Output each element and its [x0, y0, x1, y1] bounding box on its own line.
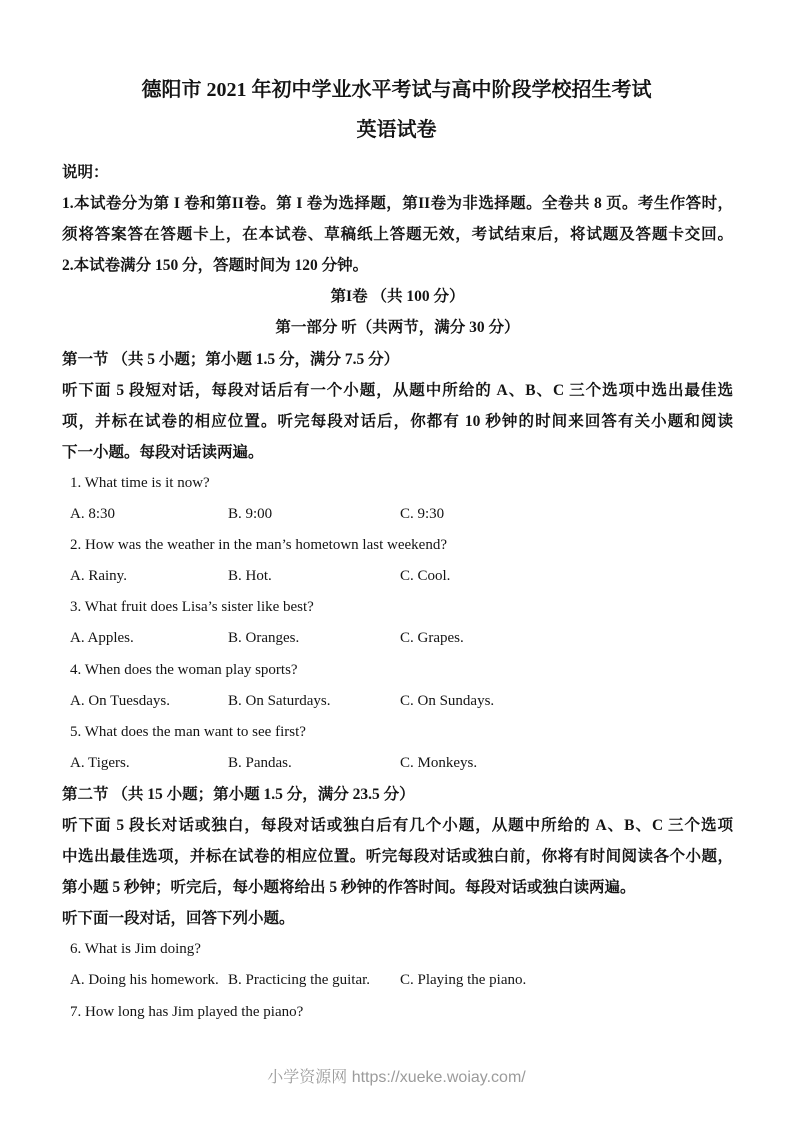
- option-c: C. 9:30: [400, 506, 445, 523]
- question-stem-1: 1. What time is it now?: [70, 474, 210, 491]
- instruction-line: 下一小题。每段对话读两遍。: [62, 443, 264, 461]
- options-row-2: [62, 561, 733, 592]
- option-a: A. 8:30: [70, 506, 115, 523]
- question-stem-6: 6. What is Jim doing?: [70, 941, 201, 958]
- option-c: C. Grapes.: [400, 630, 464, 647]
- option-b: B. Oranges.: [228, 630, 300, 647]
- option-b: B. Pandas.: [228, 754, 292, 771]
- section2-heading: 第二节 （共 15 小题；第小题 1.5 分，满分 23.5 分）: [62, 785, 415, 803]
- notice-heading: 说明：: [62, 164, 109, 181]
- option-a: A. Doing his homework.: [70, 972, 219, 989]
- notice-line: 1.本试卷分为第 I 卷和第II卷。第 I 卷为选择题，第II卷为非选择题。全卷共 8 页。考生作答时，: [62, 195, 733, 213]
- options-row-4: [62, 686, 733, 717]
- option-c: C. Monkeys.: [400, 754, 478, 771]
- section1-heading: 第一节 （共 5 小题；第小题 1.5 分，满分 7.5 分）: [62, 350, 400, 368]
- option-a: A. On Tuesdays.: [70, 692, 171, 709]
- option-c: C. Playing the piano.: [400, 972, 527, 989]
- options-row-5: [62, 748, 733, 779]
- instruction-line: 第小题 5 秒钟；听完后，每小题将给出 5 秒钟的作答时间。每段对话或独白读两遍。: [62, 879, 636, 897]
- options-row-1: [62, 499, 733, 530]
- instruction-line: 项，并标在试卷的相应位置。听完每段对话后，你都有 10 秒钟的时间来回答有关小题和阅读: [62, 412, 733, 430]
- option-a: A. Tigers.: [70, 754, 130, 771]
- instruction-line: 中选出最佳选项，并标在试卷的相应位置。听完每段对话或独白前，你将有时间阅读各个小题，: [62, 848, 733, 866]
- option-a: A. Apples.: [70, 630, 134, 647]
- instruction-line: 听下面 5 段长对话或独白，每段对话或独白后有几个小题，从题中所给的 A、B、C 三个选项: [62, 816, 733, 834]
- option-b: B. Hot.: [228, 568, 272, 585]
- question-stem-2: 2. How was the weather in the man’s hometown last weekend?: [70, 537, 447, 554]
- notice-line: 须将答案答在答题卡上，在本试卷、草稿纸上答题无效，考试结束后，将试题及答题卡交回。: [62, 226, 733, 244]
- notice-line: 2.本试卷满分 150 分，答题时间为 120 分钟。: [62, 257, 369, 275]
- exam-body: [62, 157, 733, 1028]
- exam-title: 德阳市 2021 年初中学业水平考试与高中阶段学校招生考试: [141, 79, 652, 101]
- question-stem-5: 5. What does the man want to see first?: [70, 723, 306, 740]
- options-row-6: [62, 965, 733, 996]
- options-row-3: [62, 623, 733, 654]
- option-b: B. 9:00: [228, 506, 273, 523]
- title-block: [0, 0, 793, 150]
- volume-heading: 第I卷 （共 100 分）: [330, 288, 465, 306]
- dialog-prompt: 听下面一段对话，回答下列小题。: [62, 910, 295, 928]
- question-stem-7: 7. How long has Jim played the piano?: [70, 1003, 304, 1020]
- instruction-line: 听下面 5 段短对话，每段对话后有一个小题，从题中所给的 A、B、C 三个选项中选出最佳选: [62, 381, 733, 399]
- question-stem-3: 3. What fruit does Lisa’s sister like best?: [70, 599, 314, 616]
- option-c: C. Cool.: [400, 568, 451, 585]
- exam-subtitle: 英语试卷: [356, 119, 437, 141]
- option-c: C. On Sundays.: [400, 692, 495, 709]
- option-b: B. Practicing the guitar.: [228, 972, 371, 989]
- option-b: B. On Saturdays.: [228, 692, 331, 709]
- footer-watermark: 小学资源网 https://xueke.woiay.com/: [267, 1069, 526, 1086]
- question-stem-4: 4. When does the woman play sports?: [70, 661, 298, 678]
- part-heading: 第一部分 听（共两节，满分 30 分）: [275, 319, 520, 337]
- option-a: A. Rainy.: [70, 568, 127, 585]
